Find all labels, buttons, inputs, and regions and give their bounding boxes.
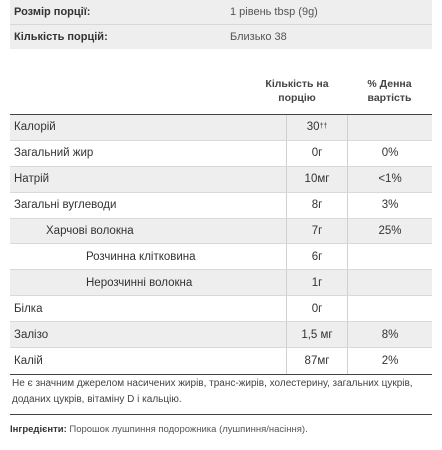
nutrient-amount: 0г — [286, 296, 348, 321]
amount-per-serving-header — [247, 77, 347, 105]
table-row — [10, 219, 432, 245]
nutrient-name: Харчові волокна — [46, 225, 134, 237]
divider — [10, 414, 432, 415]
nutrient-dv: 0% — [381, 147, 399, 160]
nutrient-name: Калій — [14, 354, 43, 367]
nutrient-dv: 3% — [381, 199, 399, 212]
ingredients — [10, 424, 432, 435]
nutrient-name: Загальний жир — [14, 147, 94, 160]
servings-count-value: Близько 38 — [230, 31, 287, 43]
table-row — [10, 244, 432, 270]
serving-info — [10, 0, 432, 49]
nutrient-amount: 1г — [286, 270, 348, 295]
nutrient-amount: 30 †† — [286, 115, 348, 140]
dv-header-line2: вартість — [367, 92, 412, 104]
nutrient-name: Нерозчинні волокна — [86, 276, 193, 289]
dv-header-line1: % Денна — [367, 78, 412, 90]
table-row — [10, 167, 432, 193]
servings-count-label: Кількість порцій: — [14, 31, 108, 43]
nutrient-name: Загальні вуглеводи — [14, 199, 117, 212]
nutrient-amount: 6г — [286, 244, 348, 269]
nutrient-dv: <1% — [378, 173, 402, 186]
nutrient-dv: 25% — [378, 225, 402, 237]
nutrient-amount: 0г — [286, 141, 348, 166]
table-row — [10, 141, 432, 167]
table-row — [10, 193, 432, 219]
amount-header-line2: порцію — [278, 92, 316, 104]
serving-size-label: Розмір порції: — [14, 6, 91, 18]
nutrient-name: Калорій — [14, 121, 56, 134]
nutrient-amount: 8г — [286, 193, 348, 218]
footnote: Не є значним джерелом насичених жирів, транс-жирів, холестерину, загальних цукрів, доданих цукрів, вітаміну D і кальцію. — [12, 378, 413, 405]
serving-size-row — [10, 0, 432, 24]
table-row — [10, 348, 432, 374]
table-header — [10, 74, 432, 114]
table-row — [10, 322, 432, 348]
nutrition-table — [10, 114, 432, 375]
nutrient-amount: 10мг — [286, 167, 348, 192]
servings-count-row — [10, 25, 432, 49]
serving-size-value: 1 рівень tbsp (9g) — [230, 6, 318, 18]
nutrient-dv: 2% — [381, 354, 399, 367]
table-row — [10, 115, 432, 141]
nutrient-amount: 1,5 мг — [286, 322, 348, 347]
daily-value-header — [347, 77, 432, 105]
nutrient-amount: 87мг — [286, 348, 348, 374]
amount-header-line1: Кількість на — [265, 78, 329, 90]
nutrient-dv: 8% — [381, 328, 399, 341]
ingredients-label: Інгредієнти: — [10, 424, 67, 435]
table-row — [10, 270, 432, 296]
nutrient-name: Білка — [14, 302, 43, 315]
nutrient-name: Залізо — [14, 328, 49, 341]
nutrient-name: Розчинна клітковина — [86, 250, 196, 263]
table-row — [10, 296, 432, 322]
nutrient-name: Натрій — [14, 173, 50, 186]
nutrient-amount: 7г — [286, 219, 348, 244]
ingredients-text: Порошок лушпиння подорожника (лушпиння/насіння). — [69, 424, 308, 435]
